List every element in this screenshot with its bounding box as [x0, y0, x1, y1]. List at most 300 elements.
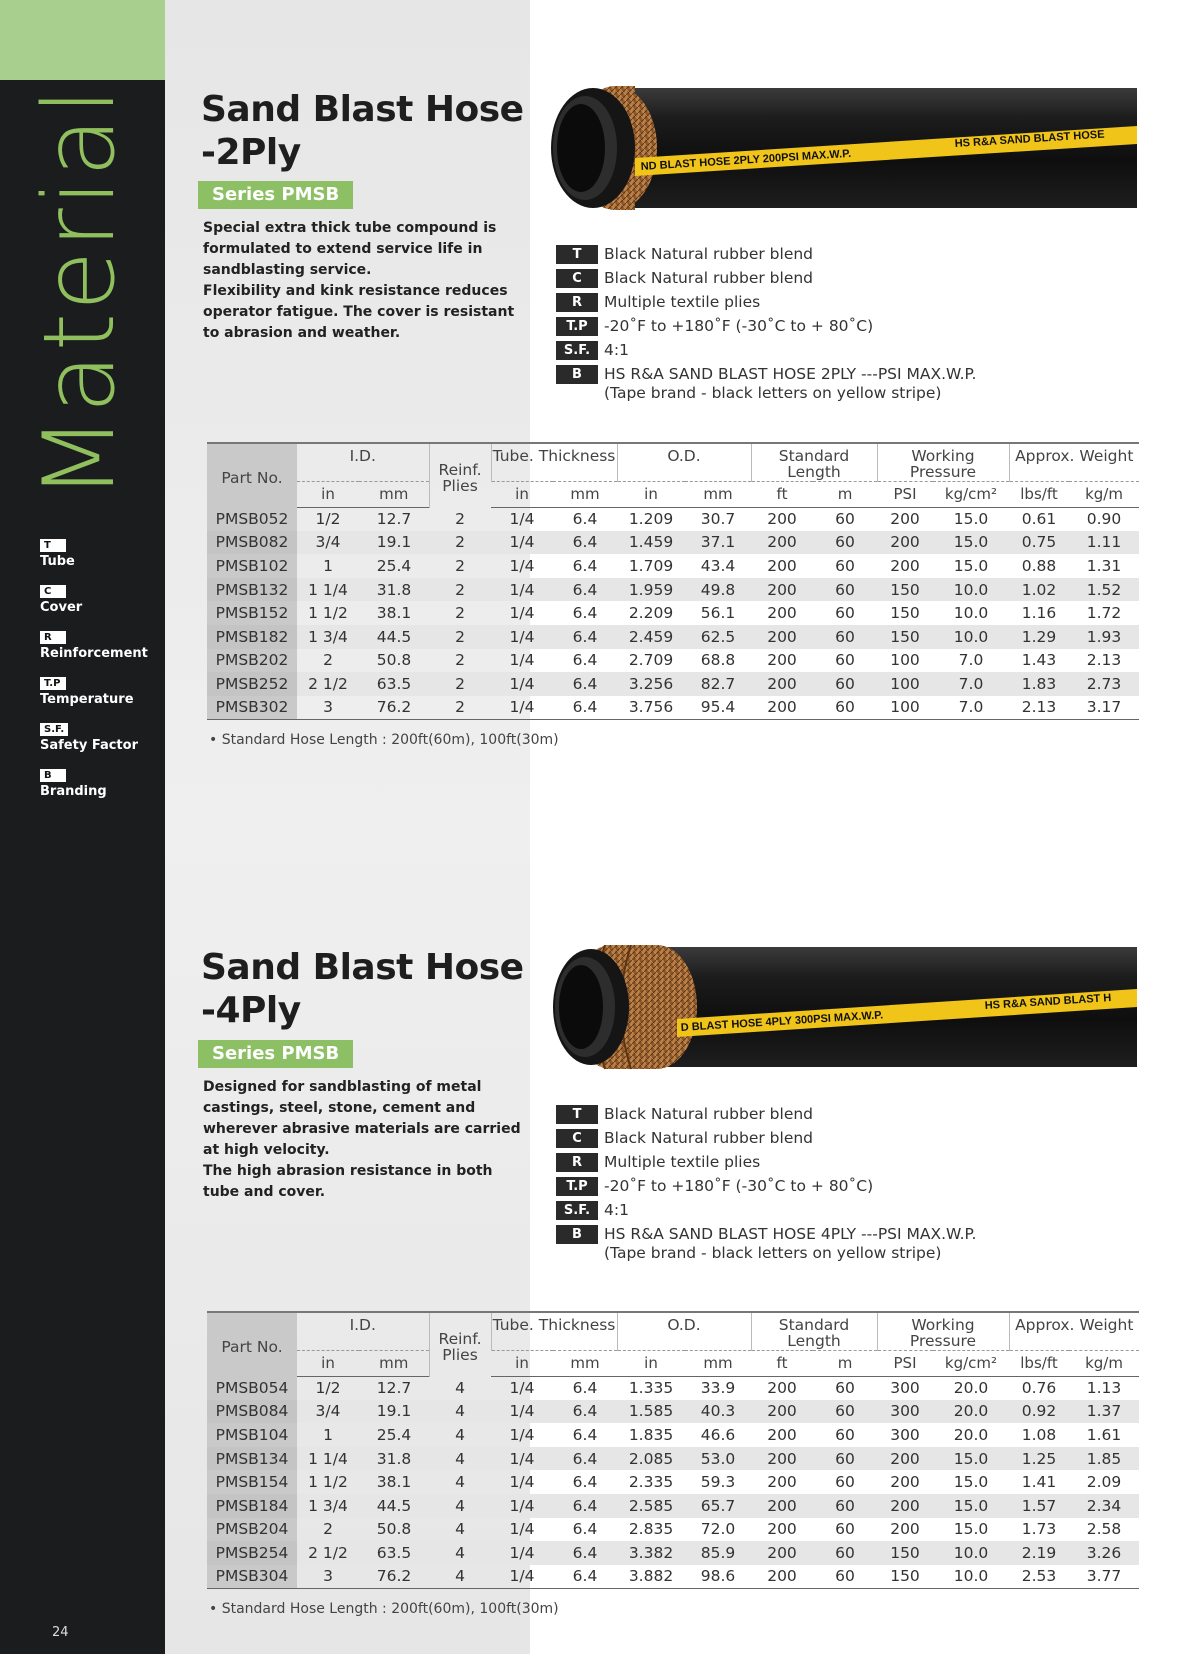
header-part-no: Part No. — [207, 1312, 297, 1376]
cell-tube-in: 1/4 — [491, 1494, 553, 1518]
cell-id-mm: 19.1 — [359, 1400, 429, 1424]
cell-pressure-kgcm: 7.0 — [958, 651, 984, 670]
cell-id-mm: 50.8 — [376, 1520, 412, 1539]
cell-tube-mm: 6.4 — [572, 1520, 598, 1539]
cell-weight-lbsft: 1.25 — [1009, 1447, 1069, 1471]
legend-item — [40, 671, 160, 707]
cell-od-mm: 59.3 — [700, 1473, 736, 1492]
cell-weight-lbsft: 2.13 — [1009, 696, 1069, 720]
spec-table-4ply — [207, 1311, 1139, 1589]
cell-weight-lbsft: 1.43 — [1021, 651, 1057, 670]
standard-length-note: • Standard Hose Length : 200ft(60m), 100ft(30m) — [209, 1601, 559, 1617]
legend-code: C — [40, 585, 66, 598]
header-tube-mm: mm — [553, 481, 617, 507]
cell-reinf-plies: 4 — [429, 1541, 491, 1565]
header-weight: Approx. Weight — [1009, 443, 1139, 481]
cell-pressure-kgcm: 15.0 — [933, 531, 1009, 555]
spec-code: B — [556, 1225, 598, 1244]
cell-od-mm: 53.0 — [685, 1447, 751, 1471]
cell-part-no: PMSB254 — [207, 1541, 297, 1565]
spec-code: T.P — [556, 1177, 598, 1196]
cell-od-in: 1.209 — [628, 510, 674, 529]
cell-length-m: 60 — [835, 1379, 855, 1398]
cell-reinf-plies: 2 — [429, 625, 491, 649]
header-tube-in: in — [491, 1350, 553, 1376]
cell-part-no: PMSB182 — [207, 625, 297, 649]
cell-weight-kgm: 3.77 — [1069, 1565, 1139, 1589]
cell-od-in: 1.459 — [617, 531, 685, 555]
header-weight-lbsft: lbs/ft — [1009, 481, 1069, 507]
cell-weight-kgm: 0.90 — [1086, 510, 1122, 529]
header-tube: Tube. Thickness — [491, 1312, 617, 1350]
spec-code: T — [556, 245, 598, 264]
cell-tube-mm: 6.4 — [572, 510, 598, 529]
table-row — [207, 578, 1139, 602]
spec-row — [556, 1153, 1076, 1172]
table-row — [207, 1541, 1139, 1565]
cell-od-mm: 46.6 — [700, 1425, 736, 1444]
cell-tube-mm: 6.4 — [553, 1565, 617, 1589]
cell-tube-in: 1/4 — [509, 604, 535, 623]
cell-pressure-kgcm: 15.0 — [953, 556, 989, 575]
spec-code: T.P — [556, 317, 598, 336]
spec-code: S.F. — [556, 341, 598, 360]
cell-length-ft: 200 — [767, 1379, 797, 1398]
cell-id-mm: 31.8 — [359, 578, 429, 602]
cell-weight-lbsft: 1.73 — [1021, 1520, 1057, 1539]
cell-pressure-psi: 200 — [877, 1494, 933, 1518]
cell-tube-mm: 6.4 — [553, 1447, 617, 1471]
legend-label: Safety Factor — [40, 738, 138, 753]
spec-code: B — [556, 365, 598, 384]
cell-id-in: 1 1/2 — [308, 1473, 348, 1492]
cell-length-ft: 200 — [751, 1541, 813, 1565]
cell-id-in: 1 3/4 — [297, 625, 359, 649]
spec-row — [556, 341, 1076, 360]
cell-length-ft: 200 — [767, 651, 797, 670]
cell-id-mm: 12.7 — [376, 510, 412, 529]
cell-id-in: 1 3/4 — [297, 1494, 359, 1518]
cell-id-mm: 44.5 — [359, 1494, 429, 1518]
cell-part-no: PMSB134 — [207, 1447, 297, 1471]
cell-id-in: 3 — [297, 696, 359, 720]
legend-item — [40, 717, 160, 753]
cell-od-in: 1.709 — [628, 556, 674, 575]
cell-length-ft: 200 — [767, 1520, 797, 1539]
cell-od-mm: 95.4 — [685, 696, 751, 720]
cell-od-in: 3.256 — [617, 672, 685, 696]
cell-length-ft: 200 — [751, 696, 813, 720]
cell-tube-mm: 6.4 — [572, 1379, 598, 1398]
cell-length-ft: 200 — [751, 625, 813, 649]
cell-id-mm: 44.5 — [359, 625, 429, 649]
cell-id-mm: 19.1 — [359, 531, 429, 555]
cell-pressure-kgcm: 15.0 — [953, 510, 989, 529]
cell-pressure-kgcm: 10.0 — [953, 604, 989, 623]
cell-tube-mm: 6.4 — [572, 651, 598, 670]
table-row — [207, 554, 1139, 578]
cell-tube-mm: 6.4 — [553, 578, 617, 602]
cell-pressure-psi: 300 — [890, 1379, 920, 1398]
cell-weight-kgm: 3.26 — [1069, 1541, 1139, 1565]
cell-od-mm: 68.8 — [700, 651, 736, 670]
cell-od-in: 1.835 — [628, 1425, 674, 1444]
cell-pressure-psi: 200 — [890, 1520, 920, 1539]
spec-row — [556, 269, 1076, 288]
cell-tube-mm: 6.4 — [553, 1541, 617, 1565]
header-length-m: m — [813, 481, 877, 507]
section-title-line1: Sand Blast Hose — [201, 89, 524, 130]
cell-length-ft: 200 — [751, 1400, 813, 1424]
table-row — [207, 601, 1139, 625]
section-description: Designed for sandblasting of metal castings, steel, stone, cement and wherever abrasive materials are carried at high velocity. The high abrasion resistance in both tube and cover. — [203, 1079, 521, 1200]
spec-text: 4:1 — [604, 1201, 629, 1219]
cell-od-mm: 65.7 — [685, 1494, 751, 1518]
cell-part-no: PMSB054 — [207, 1376, 297, 1400]
cell-tube-mm: 6.4 — [553, 625, 617, 649]
spec-code: T — [556, 1105, 598, 1124]
cell-od-in: 2.335 — [628, 1473, 674, 1492]
series-badge: Series PMSB — [198, 181, 353, 209]
cell-weight-kgm: 1.52 — [1069, 578, 1139, 602]
cell-length-m: 60 — [813, 531, 877, 555]
spec-code: S.F. — [556, 1201, 598, 1220]
header-tube: Tube. Thickness — [491, 443, 617, 481]
spec-text: 4:1 — [604, 341, 629, 359]
section-title-line2: -2Ply — [201, 132, 301, 173]
spec-table-2ply — [207, 442, 1139, 720]
spec-text-main: HS R&A SAND BLAST HOSE 4PLY ---PSI MAX.W.P. — [604, 1225, 977, 1243]
cell-weight-kgm: 2.34 — [1069, 1494, 1139, 1518]
cell-tube-in: 1/4 — [509, 1473, 535, 1492]
table-row — [207, 1447, 1139, 1471]
header-length-m: m — [813, 1350, 877, 1376]
table-row — [207, 625, 1139, 649]
cell-part-no: PMSB104 — [207, 1423, 297, 1447]
cell-id-in: 1 1/4 — [297, 1447, 359, 1471]
cell-weight-lbsft: 0.92 — [1009, 1400, 1069, 1424]
spec-text: Black Natural rubber blend — [604, 269, 814, 287]
spec-text-main: HS R&A SAND BLAST HOSE 2PLY ---PSI MAX.W.P. — [604, 365, 977, 383]
cell-weight-lbsft: 1.41 — [1021, 1473, 1057, 1492]
cell-part-no: PMSB084 — [207, 1400, 297, 1424]
cell-tube-in: 1/4 — [509, 1379, 535, 1398]
header-weight-lbsft: lbs/ft — [1009, 1350, 1069, 1376]
cell-weight-kgm: 1.31 — [1086, 556, 1122, 575]
spec-row — [556, 1177, 1076, 1196]
cell-pressure-psi: 150 — [877, 625, 933, 649]
cell-weight-lbsft: 0.76 — [1021, 1379, 1057, 1398]
spec-row — [556, 317, 1076, 336]
cell-part-no: PMSB304 — [207, 1565, 297, 1589]
table-row — [207, 1423, 1139, 1447]
cell-id-mm: 25.4 — [376, 556, 412, 575]
cell-reinf-plies: 2 — [429, 531, 491, 555]
cell-reinf-plies: 4 — [455, 1425, 465, 1444]
cell-pressure-psi: 150 — [890, 604, 920, 623]
cell-reinf-plies: 2 — [429, 578, 491, 602]
cell-od-in: 2.585 — [617, 1494, 685, 1518]
cell-length-m: 60 — [813, 625, 877, 649]
spec-text — [604, 1225, 976, 1263]
cell-tube-in: 1/4 — [491, 696, 553, 720]
cell-pressure-psi: 300 — [877, 1400, 933, 1424]
spec-text: -20˚F to +180˚F (-30˚C to + 80˚C) — [604, 1177, 874, 1195]
cell-id-mm: 12.7 — [376, 1379, 412, 1398]
cell-pressure-kgcm: 10.0 — [933, 1565, 1009, 1589]
cell-length-m: 60 — [813, 696, 877, 720]
header-tube-mm: mm — [553, 1350, 617, 1376]
hose-print-left: ND BLAST HOSE 2PLY 200PSI MAX.W.P. — [640, 147, 852, 173]
cell-weight-lbsft: 1.83 — [1009, 672, 1069, 696]
spec-row — [556, 1105, 1076, 1124]
sidebar — [0, 0, 165, 1654]
cell-pressure-kgcm: 20.0 — [953, 1425, 989, 1444]
spec-text: -20˚F to +180˚F (-30˚C to + 80˚C) — [604, 317, 874, 335]
cell-od-in: 1.959 — [617, 578, 685, 602]
cell-reinf-plies: 2 — [429, 696, 491, 720]
cell-tube-mm: 6.4 — [553, 672, 617, 696]
series-badge: Series PMSB — [198, 1040, 353, 1068]
cell-part-no: PMSB154 — [207, 1470, 297, 1494]
cell-id-in: 1 1/2 — [308, 604, 348, 623]
cell-od-in: 2.459 — [617, 625, 685, 649]
cell-length-ft: 200 — [751, 1494, 813, 1518]
cell-length-m: 60 — [813, 578, 877, 602]
cell-length-m: 60 — [813, 1565, 877, 1589]
cell-tube-in: 1/4 — [491, 672, 553, 696]
cell-id-mm: 63.5 — [359, 1541, 429, 1565]
cell-od-mm: 98.6 — [685, 1565, 751, 1589]
cell-id-in: 1 — [323, 1425, 333, 1444]
header-weight: Approx. Weight — [1009, 1312, 1139, 1350]
cell-reinf-plies: 4 — [429, 1447, 491, 1471]
spec-row — [556, 365, 1076, 403]
cell-weight-kgm: 1.13 — [1086, 1379, 1122, 1398]
legend-item — [40, 533, 160, 569]
cell-weight-kgm: 2.09 — [1086, 1473, 1122, 1492]
cell-tube-in: 1/4 — [491, 625, 553, 649]
legend-item — [40, 625, 160, 661]
table-row — [207, 1518, 1139, 1542]
cell-od-mm: 43.4 — [700, 556, 736, 575]
cell-length-ft: 200 — [751, 531, 813, 555]
cell-od-mm: 56.1 — [700, 604, 736, 623]
cell-od-in: 2.085 — [617, 1447, 685, 1471]
cell-id-in: 2 1/2 — [297, 1541, 359, 1565]
cell-pressure-kgcm: 15.0 — [953, 1520, 989, 1539]
header-weight-kgm: kg/m — [1069, 481, 1139, 507]
cell-length-m: 60 — [835, 510, 855, 529]
header-length-ft: ft — [751, 1350, 813, 1376]
spec-row — [556, 1225, 1076, 1263]
header-id-mm: mm — [359, 1350, 429, 1376]
cell-od-mm: 82.7 — [685, 672, 751, 696]
spec-row — [556, 245, 1076, 264]
cell-od-mm: 85.9 — [685, 1541, 751, 1565]
cell-weight-lbsft: 1.16 — [1021, 604, 1057, 623]
cell-weight-kgm: 2.13 — [1086, 651, 1122, 670]
cell-id-mm: 76.2 — [359, 696, 429, 720]
spec-code: C — [556, 1129, 598, 1148]
cell-pressure-kgcm: 20.0 — [933, 1400, 1009, 1424]
spec-text: Multiple textile plies — [604, 293, 761, 311]
legend-item — [40, 579, 160, 615]
cell-pressure-psi: 150 — [877, 1541, 933, 1565]
header-pressure: Working Pressure — [877, 1312, 1009, 1350]
cell-length-m: 60 — [835, 651, 855, 670]
standard-length-note: • Standard Hose Length : 200ft(60m), 100ft(30m) — [209, 732, 559, 748]
cell-reinf-plies: 2 — [455, 651, 465, 670]
header-pressure-psi: PSI — [877, 481, 933, 507]
cell-weight-kgm: 1.85 — [1069, 1447, 1139, 1471]
cell-part-no: PMSB082 — [207, 531, 297, 555]
cell-id-mm: 31.8 — [359, 1447, 429, 1471]
spec-row — [556, 293, 1076, 312]
cell-reinf-plies: 4 — [429, 1400, 491, 1424]
cell-part-no: PMSB204 — [207, 1518, 297, 1542]
cell-reinf-plies: 4 — [429, 1494, 491, 1518]
cell-part-no: PMSB302 — [207, 696, 297, 720]
cell-length-ft: 200 — [767, 604, 797, 623]
header-weight-kgm: kg/m — [1069, 1350, 1139, 1376]
cell-length-m: 60 — [835, 1520, 855, 1539]
cell-weight-kgm: 2.73 — [1069, 672, 1139, 696]
cell-reinf-plies: 4 — [455, 1473, 465, 1492]
cell-length-ft: 200 — [767, 510, 797, 529]
cell-id-in: 1/2 — [315, 510, 341, 529]
cell-part-no: PMSB152 — [207, 601, 297, 625]
sidebar-accent-block — [0, 0, 165, 80]
table-row — [207, 672, 1139, 696]
legend-code: B — [40, 769, 66, 782]
cell-tube-in: 1/4 — [491, 578, 553, 602]
spec-row — [556, 1129, 1076, 1148]
cell-id-in: 2 — [323, 1520, 333, 1539]
cell-pressure-psi: 200 — [877, 531, 933, 555]
header-pressure: Working Pressure — [877, 443, 1009, 481]
cell-tube-mm: 6.4 — [572, 604, 598, 623]
cell-tube-mm: 6.4 — [553, 696, 617, 720]
spec-list — [556, 245, 1076, 408]
section-title — [201, 88, 524, 174]
cell-tube-mm: 6.4 — [572, 1425, 598, 1444]
cell-length-m: 60 — [813, 1400, 877, 1424]
cell-weight-lbsft: 2.53 — [1009, 1565, 1069, 1589]
hose-print-right: HS R&A SAND BLAST H — [984, 992, 1112, 1012]
cell-weight-kgm: 1.72 — [1086, 604, 1122, 623]
cell-id-in: 1/2 — [315, 1379, 341, 1398]
cell-pressure-psi: 100 — [877, 672, 933, 696]
cell-id-mm: 63.5 — [359, 672, 429, 696]
header-length-ft: ft — [751, 481, 813, 507]
cell-reinf-plies: 2 — [429, 672, 491, 696]
cell-pressure-psi: 200 — [877, 1447, 933, 1471]
cell-pressure-kgcm: 15.0 — [933, 1494, 1009, 1518]
cell-od-in: 3.882 — [617, 1565, 685, 1589]
cell-id-in: 1 — [323, 556, 333, 575]
cell-id-mm: 25.4 — [376, 1425, 412, 1444]
section-title — [201, 946, 524, 1032]
cell-pressure-kgcm: 15.0 — [933, 1447, 1009, 1471]
cell-weight-lbsft: 0.88 — [1021, 556, 1057, 575]
cell-length-ft: 200 — [767, 556, 797, 575]
header-id: I.D. — [297, 1312, 429, 1350]
cell-od-in: 1.585 — [617, 1400, 685, 1424]
cell-part-no: PMSB184 — [207, 1494, 297, 1518]
page-number: 24 — [52, 1625, 69, 1640]
cell-part-no: PMSB202 — [207, 649, 297, 673]
header-pressure-psi: PSI — [877, 1350, 933, 1376]
cell-od-in: 2.209 — [628, 604, 674, 623]
hose-print-left: D BLAST HOSE 4PLY 300PSI MAX.W.P. — [680, 1009, 884, 1034]
hose-2ply-image — [545, 86, 1137, 212]
cell-part-no: PMSB132 — [207, 578, 297, 602]
spec-text: Black Natural rubber blend — [604, 1105, 814, 1123]
table-row — [207, 1565, 1139, 1589]
cell-reinf-plies: 2 — [455, 556, 465, 575]
cell-length-m: 60 — [813, 1447, 877, 1471]
cell-tube-in: 1/4 — [491, 1400, 553, 1424]
header-tube-in: in — [491, 481, 553, 507]
spec-text: Black Natural rubber blend — [604, 1129, 814, 1147]
table-row — [207, 507, 1139, 531]
legend-code: T — [40, 539, 66, 552]
cell-length-ft: 200 — [767, 1425, 797, 1444]
cell-od-mm: 49.8 — [685, 578, 751, 602]
cell-pressure-psi: 150 — [877, 1565, 933, 1589]
header-od: O.D. — [617, 1312, 751, 1350]
cell-length-ft: 200 — [751, 672, 813, 696]
cell-length-m: 60 — [835, 1425, 855, 1444]
cell-tube-in: 1/4 — [491, 1447, 553, 1471]
cell-length-ft: 200 — [751, 1447, 813, 1471]
cell-length-m: 60 — [835, 1473, 855, 1492]
cell-length-ft: 200 — [767, 1473, 797, 1492]
table-row — [207, 1470, 1139, 1494]
cell-tube-mm: 6.4 — [553, 1494, 617, 1518]
cell-length-m: 60 — [813, 1541, 877, 1565]
header-id-in: in — [297, 481, 359, 507]
cell-od-mm: 40.3 — [685, 1400, 751, 1424]
cell-tube-in: 1/4 — [491, 1565, 553, 1589]
cell-length-ft: 200 — [751, 1565, 813, 1589]
cell-weight-lbsft: 0.75 — [1009, 531, 1069, 555]
cell-id-in: 2 — [323, 651, 333, 670]
legend-label: Branding — [40, 784, 107, 799]
cell-weight-lbsft: 0.61 — [1021, 510, 1057, 529]
cell-weight-kgm: 1.37 — [1069, 1400, 1139, 1424]
cell-weight-lbsft: 1.02 — [1009, 578, 1069, 602]
cell-weight-kgm: 1.61 — [1086, 1425, 1122, 1444]
cell-pressure-kgcm: 7.0 — [933, 696, 1009, 720]
cell-weight-lbsft: 2.19 — [1009, 1541, 1069, 1565]
cell-part-no: PMSB252 — [207, 672, 297, 696]
spec-code: R — [556, 293, 598, 312]
header-od-mm: mm — [685, 1350, 751, 1376]
spec-text-sub: (Tape brand - black letters on yellow stripe) — [604, 384, 942, 402]
cell-length-m: 60 — [813, 1494, 877, 1518]
legend-code: T.P — [40, 677, 66, 690]
spec-code: R — [556, 1153, 598, 1172]
spec-text: Multiple textile plies — [604, 1153, 761, 1171]
cell-length-ft: 200 — [751, 578, 813, 602]
sidebar-title: Material — [23, 85, 137, 500]
cell-weight-lbsft: 1.08 — [1021, 1425, 1057, 1444]
cell-tube-in: 1/4 — [509, 1425, 535, 1444]
legend-label: Reinforcement — [40, 646, 148, 661]
cell-reinf-plies: 4 — [429, 1565, 491, 1589]
